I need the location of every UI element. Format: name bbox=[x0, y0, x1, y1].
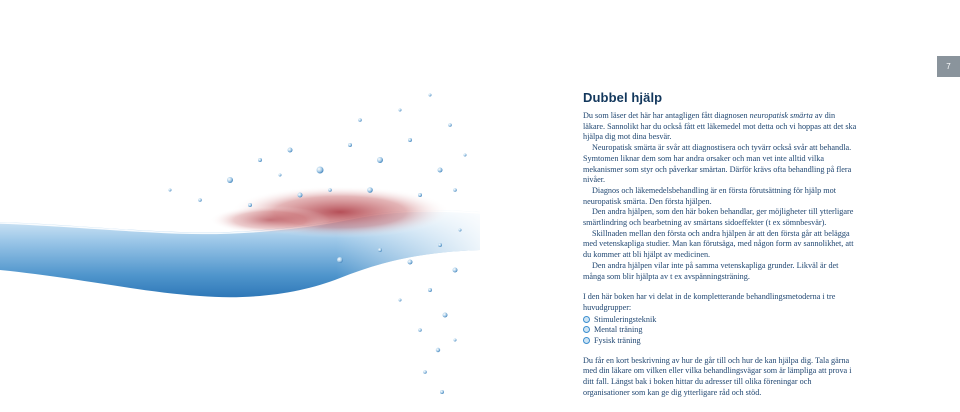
paragraph-6: Den andra hjälpen vilar inte på samma vetenskapliga grunder. Likväl är det många som blir hjälpta av t ex avspänningsträning. bbox=[583, 260, 839, 281]
list-item bbox=[583, 324, 858, 335]
page-number-tab bbox=[937, 56, 960, 77]
bullet-icon bbox=[583, 337, 590, 344]
list-item bbox=[583, 335, 858, 346]
closing-paragraph: Du får en kort beskrivning av hur de går till och hur de kan hjälpa dig. Tala gärna med din läkare om vilken eller vilka behandlingsvägar som är lämpliga att prova i ditt fall. Längst bak i boken hittar du adresser till olika föreningar och organisationer som kan ge dig ytterligare råd och stöd. bbox=[583, 355, 852, 397]
group-label: Fysisk träning bbox=[594, 335, 641, 345]
bullet-icon bbox=[583, 316, 590, 323]
intro-lead: Du som läser det här har antagligen fått diagnosen bbox=[583, 111, 750, 120]
groups-list bbox=[583, 314, 858, 346]
red-splash-zone-left bbox=[210, 206, 330, 234]
list-item bbox=[583, 314, 858, 325]
paragraph-intro bbox=[583, 111, 858, 143]
bullet-icon bbox=[583, 326, 590, 333]
page-title: Dubbel hjälp bbox=[583, 90, 663, 105]
article-content bbox=[583, 90, 858, 399]
group-label: Stimuleringsteknik bbox=[594, 314, 657, 324]
paragraph-5: Skillnaden mellan den första och andra hjälpen är att den första går att belägga med vetenskapliga studier. Man kan förutsäga, med någon form av sannolikhet, att du kommer att bli hjälpt av medicinen. bbox=[583, 228, 854, 260]
intro-emphasis: neuropatisk smärta bbox=[749, 111, 813, 120]
paragraph-3: Diagnos och läkemedelsbehandling är en första förutsättning för hjälp mot neuropatisk smärta. Den första hjälpen. bbox=[583, 185, 836, 206]
page-number: 7 bbox=[946, 62, 951, 71]
group-label: Mental träning bbox=[594, 325, 643, 335]
intro-tail: av din läkare. Sannolikt har du också fått ett läkemedel mot detta och vi hoppas att det ska hjälpa dig mot dina besvär. bbox=[583, 111, 857, 142]
paragraph-4: Den andra hjälpen, som den här boken behandlar, ger möjligheter till ytterligare smärtlindring och bearbetning av smärtans sidoeffekter (t ex sömnbesvär). bbox=[583, 207, 854, 228]
paragraph-2: Neuropatisk smärta är svår att diagnostisera och tyvärr också svår att behandla. Symtomen liknar dem som har andra orsaker och man vet inte alltid vilka mekanismer som styr och påverkar smärtan. Därför krävs ofta behandling på flera nivåer. bbox=[583, 143, 852, 185]
groups-intro: I den här boken har vi delat in de kompletterande behandlingsmetoderna i tre huvudgrupper: bbox=[583, 292, 836, 312]
